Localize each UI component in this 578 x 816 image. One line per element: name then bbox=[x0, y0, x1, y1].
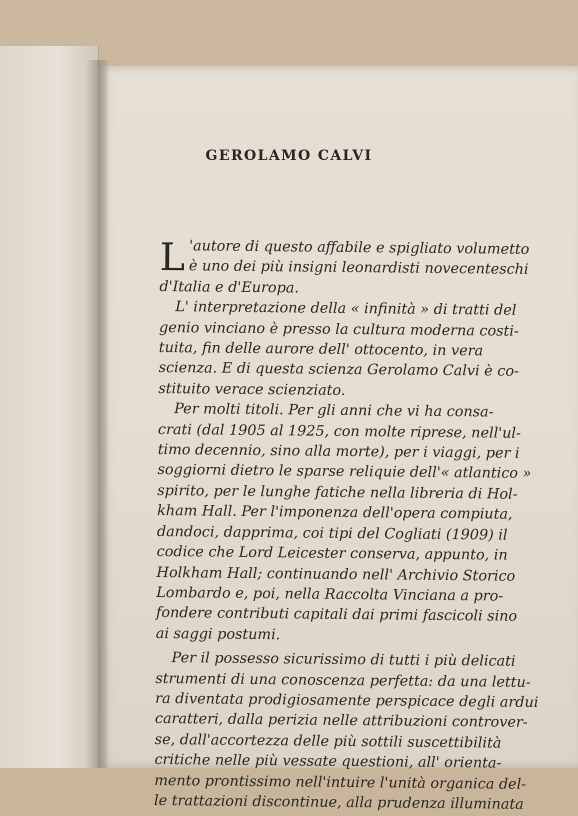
text-line: crati (dal 1905 al 1925, con molte riprese, nell'ul- bbox=[157, 421, 522, 442]
text-line: dandoci, dapprima, coi tipi del Cogliati (1909) il bbox=[156, 523, 508, 544]
text-line: tuita, fin delle aurore dell' ottocento, in vera bbox=[158, 340, 484, 360]
text-line: Per il possesso sicurissimo di tutti i più delicati bbox=[171, 650, 516, 670]
page-heading: GEROLAMO CALVI bbox=[205, 148, 373, 164]
text-line: ra diventata prodigiosamente perspicace degli ardui bbox=[155, 690, 539, 711]
text-line: timo decennio, sino alla morte), per i viaggi, per i bbox=[157, 442, 520, 462]
text-line: soggiorni dietro le sparse reliquie dell'« atlantico » bbox=[157, 462, 532, 483]
paragraph-2 bbox=[158, 297, 571, 403]
text-line: critiche nelle più vessate questioni, all' orienta- bbox=[154, 752, 502, 772]
text-line: è uno dei più insigni leonardisti novecenteschi bbox=[188, 258, 529, 279]
text-line: mento prontissimo nell'intuire l'unità organica del- bbox=[154, 772, 527, 793]
book-gutter bbox=[86, 60, 108, 768]
body-text bbox=[154, 236, 572, 816]
text-line: 'autore di questo affabile e spigliato volumetto bbox=[189, 238, 530, 258]
text-line: strumenti di una conoscenza perfetta: da una lettu- bbox=[155, 670, 531, 691]
text-line: d'Italia e d'Europa. bbox=[159, 278, 300, 297]
text-line: caratteri, dalla perizia nelle attribuzioni controver- bbox=[154, 711, 528, 732]
text-line: Lombardo e, poi, nella Raccolta Vinciana a pro- bbox=[156, 584, 504, 605]
text-line: stituito verace scienziato. bbox=[158, 380, 346, 399]
text-line: L' interpretazione della « infinità » di tratti del bbox=[175, 299, 517, 319]
text-line: se, dall'accortezza delle più sottili suscettibilità bbox=[154, 731, 502, 752]
text-line: kham Hall. Per l'imponenza dell'opera compiuta, bbox=[157, 503, 513, 523]
paragraph-1 bbox=[159, 236, 572, 302]
text-line: spirito, per le lunghe fatiche nella libreria di Hol- bbox=[157, 482, 518, 503]
text-line: scienza. E di questa scienza Gerolamo Calvi è co- bbox=[158, 360, 519, 381]
paragraph-3 bbox=[156, 399, 571, 648]
paragraph-4 bbox=[154, 648, 568, 816]
drop-cap: L bbox=[159, 235, 186, 280]
text-line: ai saggi postumi. bbox=[155, 625, 281, 643]
text-line: codice che Lord Leicester conserva, appunto, in bbox=[156, 544, 508, 564]
text-line: fondere contributi capitali dai primi fascicoli sino bbox=[155, 605, 518, 626]
text-line: Per molti titoli. Per gli anni che vi ha consa- bbox=[174, 401, 494, 421]
text-line: genio vinciano è presso la cultura moderna costi- bbox=[158, 319, 519, 340]
text-line: le trattazioni discontinue, alla prudenza illuminata bbox=[154, 792, 524, 813]
text-line: Holkham Hall; continuando nell' Archivio Storico bbox=[156, 564, 516, 585]
